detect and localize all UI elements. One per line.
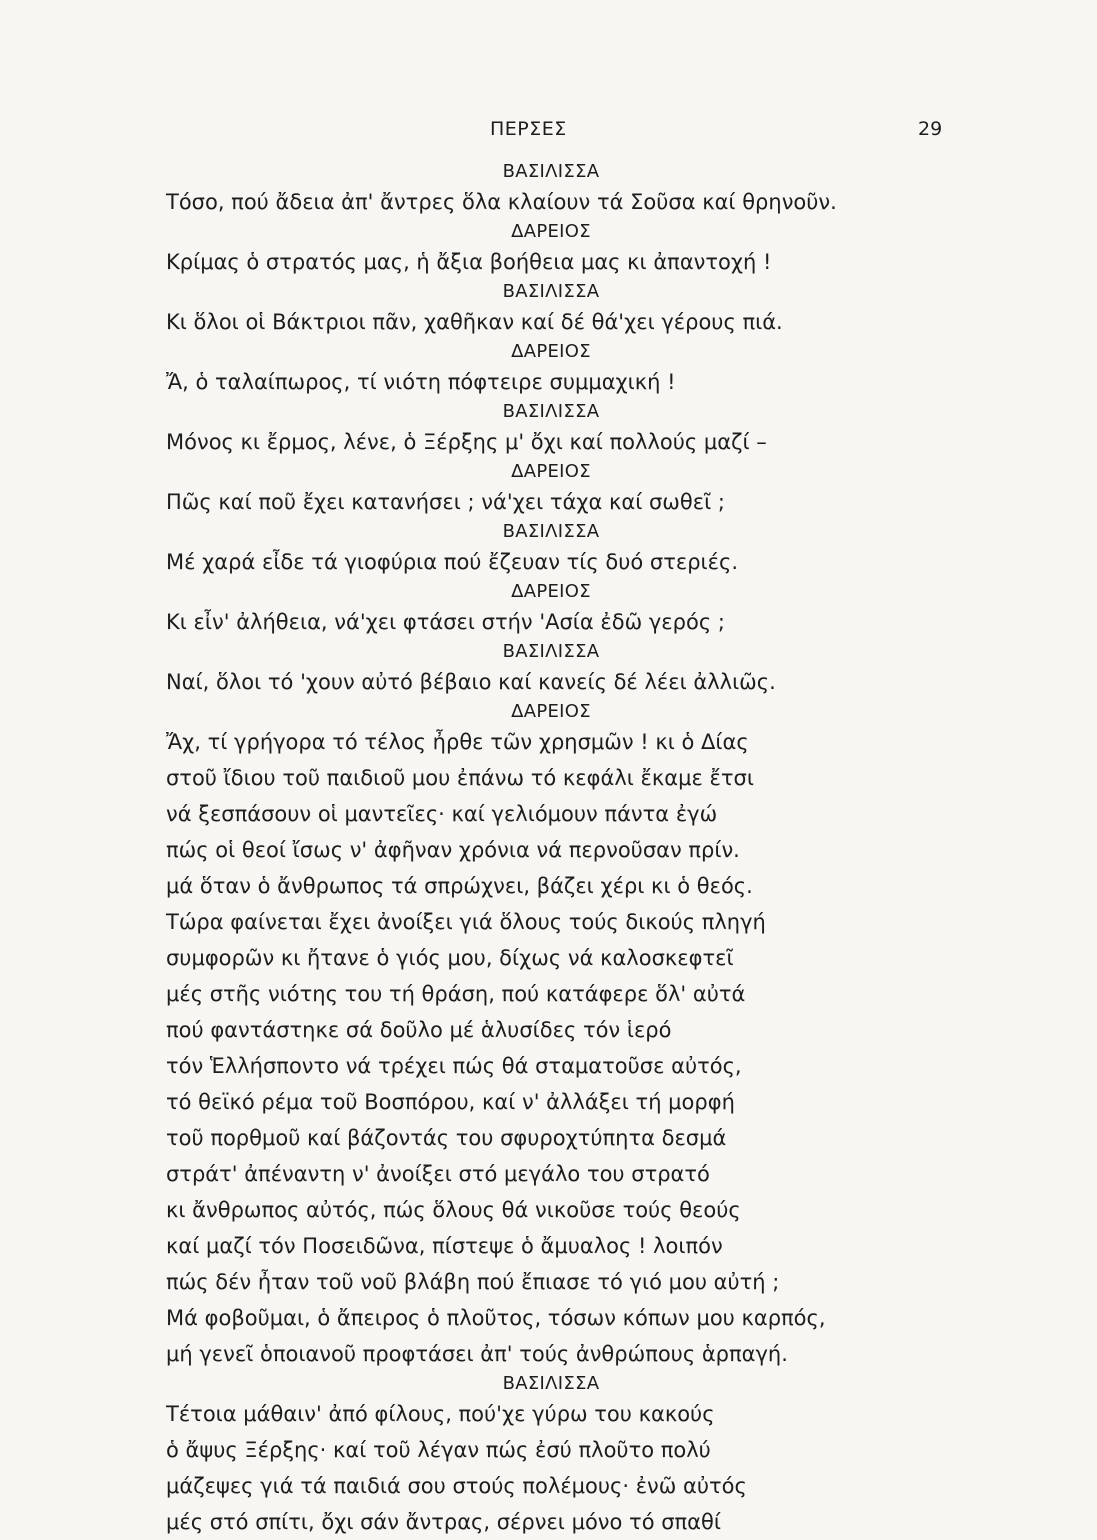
speech <box>166 700 936 1372</box>
speech <box>166 340 936 400</box>
verse-line: Κρίμας ὁ στρατός μας, ἡ ἄξια βοήθεια μας κι ἀπαντοχή ! <box>166 250 772 274</box>
verse-line: πού φαντάστηκε σά δοῦλο μέ ἁλυσίδες τόν ἱερό <box>166 1018 672 1042</box>
verse-line: Κι εἶν' ἀλήθεια, νά'χει φτάσει στήν 'Ασία ἐδῶ γερός ; <box>166 610 725 634</box>
verse-line: Ναί, ὅλοι τό 'χουν αὐτό βέβαιο καί κανείς δέ λέει ἀλλιῶς. <box>166 670 776 694</box>
verse-line: στράτ' ἀπέναντη ν' ἀνοίξει στό μεγάλο του στρατό <box>166 1162 710 1186</box>
verse-line: Ἄ, ὁ ταλαίπωρος, τί νιότη πόφτειρε συμμαχική ! <box>166 370 676 394</box>
verse-line: πώς οἱ θεοί ἴσως ν' ἀφῆναν χρόνια νά περνοῦσαν πρίν. <box>166 838 740 862</box>
verse-line: μές στό σπίτι, ὄχι σάν ἄντρας, σέρνει μόνο τό σπαθί <box>166 1510 721 1534</box>
speech <box>166 1372 936 1540</box>
verse-line: πώς δέν ἦταν τοῦ νοῦ βλάβη πού ἔπιασε τό γιό μου αὐτή ; <box>166 1270 780 1294</box>
verse-line: μάζεψες γιά τά παιδιά σου στούς πολέμους· ἐνῶ αὐτός <box>166 1474 747 1498</box>
verse-line: Μά φοβοῦμαι, ὁ ἄπειρος ὁ πλοῦτος, τόσων κόπων μου καρπός, <box>166 1306 826 1330</box>
speaker-name: ΔΑΡΕΙΟΣ <box>511 581 591 602</box>
verse-line: Τέτοια μάθαιν' ἀπό φίλους, πού'χε γύρω του κακούς <box>166 1402 715 1426</box>
verse-line: κι ἄνθρωπος αὐτός, πώς ὅλους θά νικοῦσε τούς θεούς <box>166 1198 741 1222</box>
verse-line: συμφορῶν κι ἤτανε ὁ γιός μου, δίχως νά καλοσκεφτεῖ <box>166 946 734 970</box>
speaker-name: ΒΑΣΙΛΙΣΣΑ <box>502 1373 600 1394</box>
verse-line: τοῦ πορθμοῦ καί βάζοντάς του σφυροχτύπητα δεσμά <box>166 1126 727 1150</box>
play-text <box>166 160 936 1540</box>
page-number: 29 <box>918 118 943 140</box>
speaker-name: ΒΑΣΙΛΙΣΣΑ <box>502 641 600 662</box>
verse-line: Ἄχ, τί γρήγορα τό τέλος ἦρθε τῶν χρησμῶν ! κι ὁ Δίας <box>166 730 749 754</box>
speaker-name: ΒΑΣΙΛΙΣΣΑ <box>502 161 600 182</box>
speech <box>166 220 936 280</box>
speech <box>166 280 936 340</box>
speech <box>166 580 936 640</box>
speech <box>166 520 936 580</box>
page-title: ΠΕΡΣΕΣ <box>490 118 567 140</box>
running-head <box>0 118 1097 148</box>
verse-line: μά ὅταν ὁ ἄνθρωπος τά σπρώχνει, βάζει χέρι κι ὁ θεός. <box>166 874 753 898</box>
verse-line: νά ξεσπάσουν οἱ μαντεῖες· καί γελιόμουν πάντα ἐγώ <box>166 802 718 826</box>
verse-line: ὁ ἄψυς Ξέρξης· καί τοῦ λέγαν πώς ἐσύ πλοῦτο πολύ <box>166 1438 711 1462</box>
verse-line: Τώρα φαίνεται ἔχει ἀνοίξει γιά ὅλους τούς δικούς πληγή <box>166 910 766 934</box>
speaker-name: ΒΑΣΙΛΙΣΣΑ <box>502 521 600 542</box>
verse-line: Κι ὅλοι οἱ Βάκτριοι πᾶν, χαθῆκαν καί δέ θά'χει γέρους πιά. <box>166 310 783 334</box>
verse-line: μή γενεῖ ὁποιανοῦ προφτάσει ἀπ' τούς ἀνθρώπους ἁρπαγή. <box>166 1342 788 1366</box>
verse-line: Μόνος κι ἔρμος, λένε, ὁ Ξέρξης μ' ὄχι καί πολλούς μαζί – <box>166 430 767 454</box>
verse-line: Πῶς καί ποῦ ἔχει κατανήσει ; νά'χει τάχα καί σωθεῖ ; <box>166 490 725 514</box>
speech <box>166 160 936 220</box>
speech <box>166 640 936 700</box>
speaker-name: ΔΑΡΕΙΟΣ <box>511 461 591 482</box>
verse-line: στοῦ ἴδιου τοῦ παιδιοῦ μου ἐπάνω τό κεφάλι ἔκαμε ἔτσι <box>166 766 754 790</box>
speaker-name: ΔΑΡΕΙΟΣ <box>511 221 591 242</box>
speaker-name: ΔΑΡΕΙΟΣ <box>511 341 591 362</box>
verse-line: τό θεϊκό ρέμα τοῦ Βοσπόρου, καί ν' ἀλλάξει τή μορφή <box>166 1090 735 1114</box>
verse-line: μές στῆς νιότης του τή θράση, πού κατάφερε ὅλ' αὐτά <box>166 982 746 1006</box>
speaker-name: ΔΑΡΕΙΟΣ <box>511 701 591 722</box>
verse-line: τόν Ἑλλήσποντο νά τρέχει πώς θά σταματοῦσε αὐτός, <box>166 1054 742 1078</box>
speaker-name: ΒΑΣΙΛΙΣΣΑ <box>502 401 600 422</box>
verse-line: Μέ χαρά εἶδε τά γιοφύρια πού ἔζευαν τίς δυό στεριές. <box>166 550 739 574</box>
speech <box>166 400 936 460</box>
speaker-name: ΒΑΣΙΛΙΣΣΑ <box>502 281 600 302</box>
verse-line: Τόσο, πού ἄδεια ἀπ' ἄντρες ὅλα κλαίουν τά Σοῦσα καί θρηνοῦν. <box>166 190 837 214</box>
verse-line: καί μαζί τόν Ποσειδῶνα, πίστεψε ὁ ἄμυαλος ! λοιπόν <box>166 1234 723 1258</box>
speech <box>166 460 936 520</box>
